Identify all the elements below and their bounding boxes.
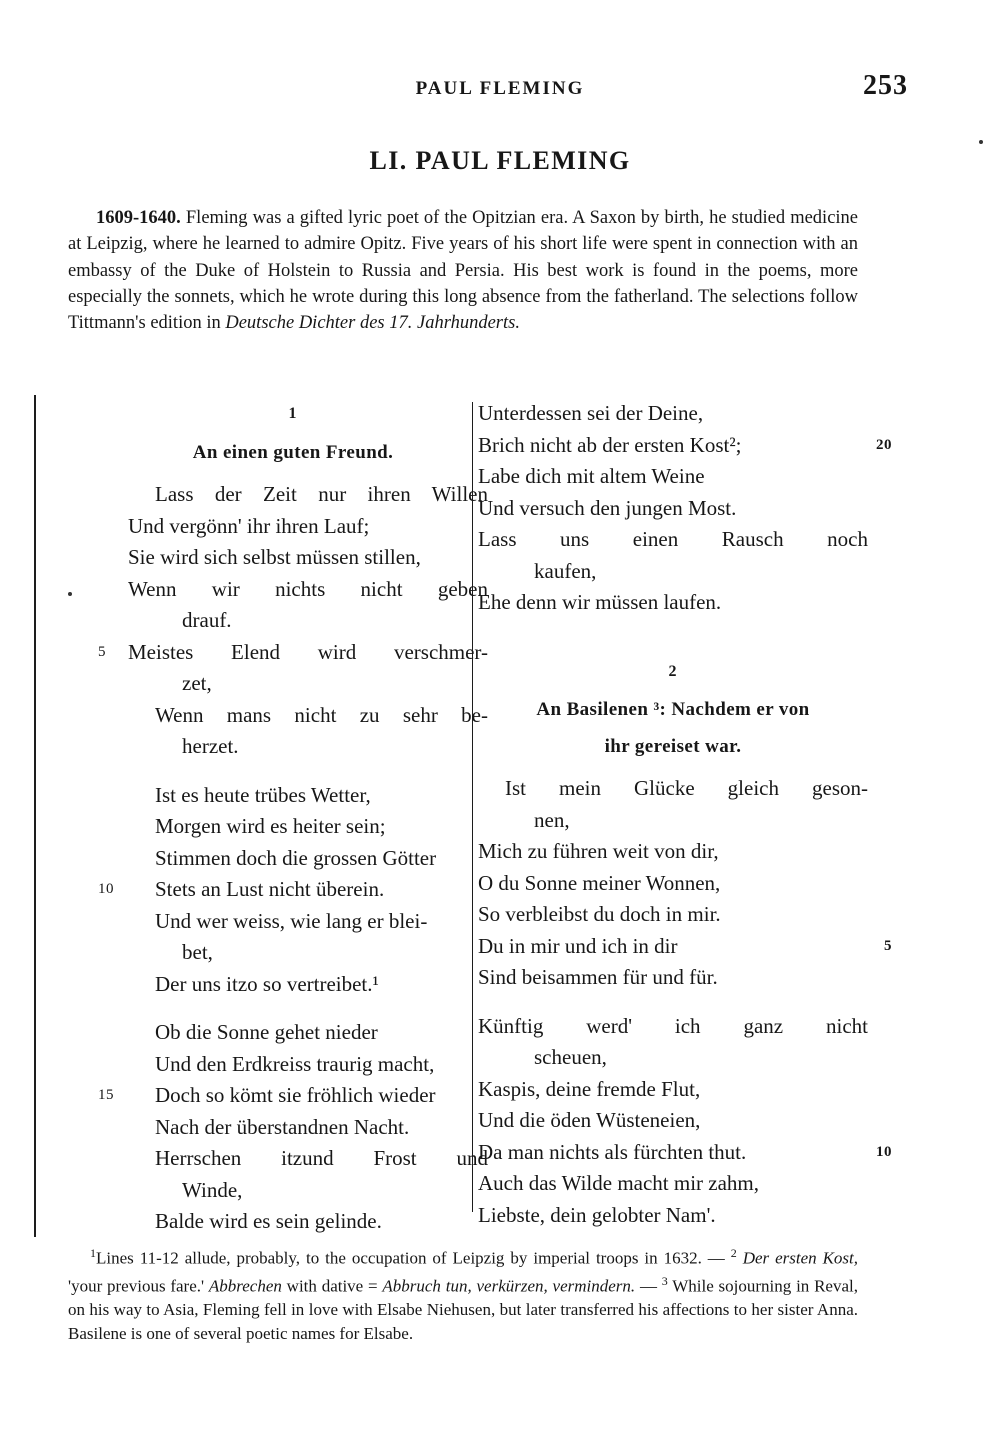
verse-line: Unterdessen sei der Deine, — [478, 401, 704, 425]
poem-2-stanza-1 — [478, 773, 892, 994]
headnote-text: Fleming was a gifted lyric poet of the Opitzian era. A Saxon by birth, he studied medicine at Leipzig, where he learned to admire Opitz. Five years of his short life were spent in connection with an embassy of the Duke of Holstein to Russia and Persia. His best work is found in the poems, more especially the sonnets, which he wrote during this long absence from the fatherland. The selections follow Tittmann's edition in — [68, 208, 859, 334]
verse-line: O du Sonne meiner Wonnen, — [478, 870, 721, 895]
verse-line: Labe dich mit altem Weine — [478, 464, 705, 488]
verse-line: Liebste, dein gelobter Nam'. — [478, 1202, 716, 1227]
footnote-2-text-b: with dative = — [281, 1276, 383, 1296]
line-number: 20 — [876, 436, 892, 453]
verse-line-runover: drauf. — [182, 608, 232, 632]
left-margin-rule — [34, 395, 36, 1237]
poem-columns — [68, 398, 892, 1233]
verse-line: Und den Erdkreiss traurig macht, — [155, 1051, 435, 1076]
footnotes — [68, 1242, 858, 1345]
verse-line: Du in mir und ich in dir 5 — [478, 931, 868, 963]
footnote-2-italic-2: Abbrechen — [208, 1276, 282, 1296]
verse-line: Und vergönn' ihr ihren Lauf; — [128, 513, 370, 538]
footnote-1-text: Lines 11-12 allude, probably, to the occupation of Leipzig by imperial troops in 1632. — — [96, 1248, 731, 1268]
verse-line-runover: scheuen, — [534, 1045, 607, 1069]
verse-line: Wenn mans nicht zu sehr be- — [155, 702, 488, 727]
verse-line: Und wer weiss, wie lang er blei- — [155, 908, 428, 933]
verse-line: Sind beisammen für und für. — [478, 965, 718, 989]
verse-line: Wenn wir nichts nicht geben — [128, 576, 488, 601]
verse-line: Kaspis, deine fremde Flut, — [478, 1076, 701, 1101]
margin-dot-right — [979, 140, 983, 144]
verse-line: Und die öden Wüsteneien, — [478, 1108, 701, 1132]
footnote-3-text: While sojourning in Reval, on his way to Asia, Fleming fell in love with Elsabe Niehusen, but later transferred his affections to her sister Anna. Basilene is one of several poetic names for Elsabe. — [68, 1276, 858, 1343]
verse-line-runover: zet, — [182, 671, 212, 695]
verse-line: Da man nichts als fürchten thut. 10 — [478, 1137, 868, 1169]
verse-line-runover: Winde, — [182, 1177, 243, 1202]
verse-line: Der uns itzo so vertreibet.¹ — [155, 971, 379, 996]
verse-line: Künftig werd' ich ganz nicht — [478, 1013, 868, 1038]
page-number: 253 — [863, 70, 908, 101]
headnote — [68, 205, 858, 336]
footnote-marker-3: 3 — [661, 1274, 668, 1289]
poem-1-title: An einen guten Freund. — [192, 441, 394, 463]
verse-line: Brich nicht ab der ersten Kost²; 20 — [478, 430, 868, 462]
verse-line: Und versuch den jungen Most. — [478, 495, 737, 520]
verse-line: So verbleibst du doch in mir. — [478, 902, 721, 926]
footnote-2-text-c: — — [635, 1276, 662, 1296]
verse-line: Lass der Zeit nur ihren Willen — [155, 482, 488, 506]
poem-1-number: 1 — [288, 405, 298, 422]
verse-line: Stimmen doch die grossen Götter — [155, 845, 437, 870]
verse-line-runover: kaufen, — [534, 558, 597, 583]
verse-line: Ist es heute trübes Wetter, — [155, 782, 371, 807]
verse-line-runover: nen, — [534, 807, 570, 832]
verse-line-runover: bet, — [182, 940, 213, 964]
line-number: 10 — [98, 881, 114, 897]
verse-line: Auch das Wilde macht mir zahm, — [478, 1171, 760, 1195]
verse-line: 15 Doch so kömt sie fröhlich wieder — [98, 1080, 488, 1112]
verse-line: Balde wird es sein gelinde. — [155, 1209, 382, 1233]
verse-line: Ob die Sonne gehet nieder — [155, 1020, 378, 1044]
headnote-dates: 1609-1640. — [96, 208, 181, 228]
footnote-marker-1: 1 — [90, 1246, 96, 1260]
poem-2-number: 2 — [668, 662, 678, 680]
line-number: 5 — [884, 937, 892, 954]
line-number: 10 — [876, 1143, 892, 1160]
poem-2-title-line1: An Basilenen ³: Nachdem er von — [536, 699, 810, 720]
verse-line: Sie wird sich selbst müssen stillen, — [128, 545, 421, 569]
verse-line: 10 Stets an Lust nicht überein. — [98, 874, 488, 906]
poem-1-stanza-2 — [98, 780, 488, 1001]
line-number: 15 — [98, 1087, 114, 1103]
poem-2-stanza-2 — [478, 1011, 892, 1232]
line-number: 5 — [98, 643, 106, 660]
column-left — [98, 398, 488, 1255]
verse-line-runover: herzet. — [182, 734, 239, 758]
running-head — [100, 70, 908, 108]
footnote-2-text-a: 'your previous fare.' — [68, 1276, 209, 1296]
footnote-2-italic-1: Der ersten Kost, — [742, 1248, 859, 1268]
poem-1-stanza-3 — [98, 1017, 488, 1238]
footnote-2-italic-3: Abbruch tun, verkürzen, vermindern. — [382, 1276, 636, 1296]
verse-line: Mich zu führen weit von dir, — [478, 839, 719, 863]
verse-line: Lass uns einen Rausch noch — [478, 527, 868, 551]
poem-2-title-line2: ihr gereiset war. — [604, 735, 742, 757]
verse-line: Morgen wird es heiter sein; — [155, 814, 386, 838]
page-title: LI. PAUL FLEMING — [369, 146, 631, 175]
poem-1-continuation — [478, 398, 892, 619]
poem-1-stanza-1 — [98, 479, 488, 763]
footnote-marker-2: 2 — [730, 1246, 737, 1260]
verse-line: Ist mein Glücke gleich geson- — [505, 776, 868, 800]
column-right — [478, 398, 892, 1248]
headnote-work-title: Deutsche Dichter des 17. Jahrhunderts. — [225, 313, 520, 334]
running-head-title: PAUL FLEMING — [415, 78, 585, 99]
verse-line: Ehe denn wir müssen laufen. — [478, 590, 722, 614]
verse-line: Herrschen itzund Frost und — [155, 1146, 488, 1170]
verse-line: 5 Meistes Elend wird verschmer- — [98, 637, 488, 669]
verse-line: Nach der überstandnen Nacht. — [155, 1114, 410, 1139]
